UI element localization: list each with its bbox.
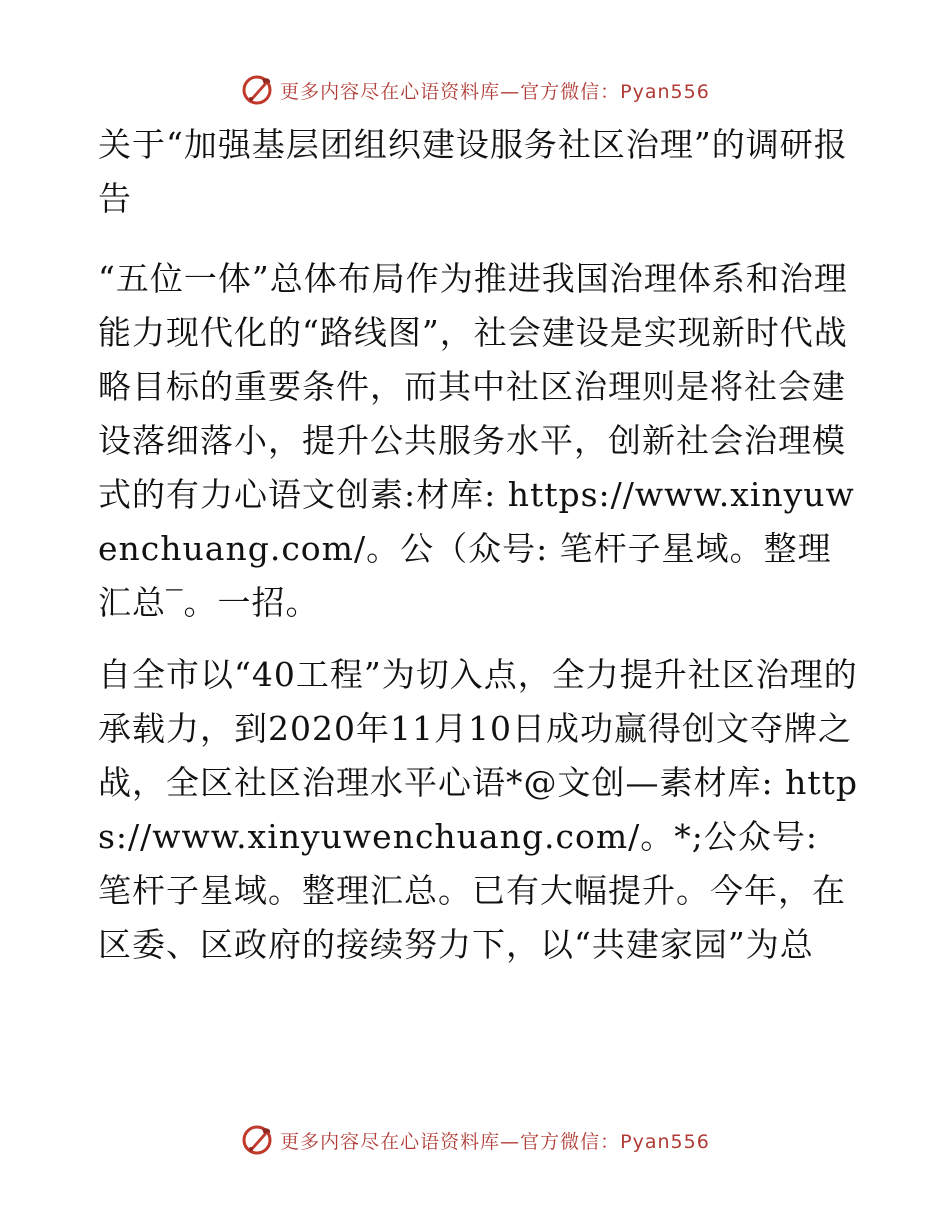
- paragraph-1: “五位一体”总体布局作为推进我国治理体系和治理能力现代化的“路线图”，社会建设是实现新时代战略目标的重要条件，而其中社区治理则是将社会建设落细落小，提升公共服务水平，创新社会治理模式的有力心语文创素:材库: https://www.xinyuwenchuang.com/。公（众号: 笔杆子星域。整理汇总‾。一招。: [98, 259, 855, 622]
- footer-banner-text: 更多内容尽在心语资料库—官方微信：Pyan556: [280, 1130, 710, 1153]
- quill-pen-logo-icon: [240, 73, 274, 107]
- document-body: [98, 118, 858, 972]
- header-banner-text: 更多内容尽在心语资料库—官方微信：Pyan556: [280, 80, 710, 103]
- document-title: 关于“加强基层团组织建设服务社区治理”的调研报告: [98, 125, 848, 218]
- header-banner: [0, 70, 950, 110]
- quill-pen-logo-icon: [240, 1123, 274, 1157]
- footer-banner: [0, 1120, 950, 1160]
- paragraph-2: 自全市以“40工程”为切入点，全力提升社区治理的承载力，到2020年11月10日成功赢得创文夺牌之战，全区社区治理水平心语*@文创—素材库: https://www.xinyuwenchuang.com/。*;公众号: 笔杆子星域。整理汇总。已有大幅提升。今年，在区委、区政府的接续努力下，以“共建家园”为总: [98, 655, 859, 964]
